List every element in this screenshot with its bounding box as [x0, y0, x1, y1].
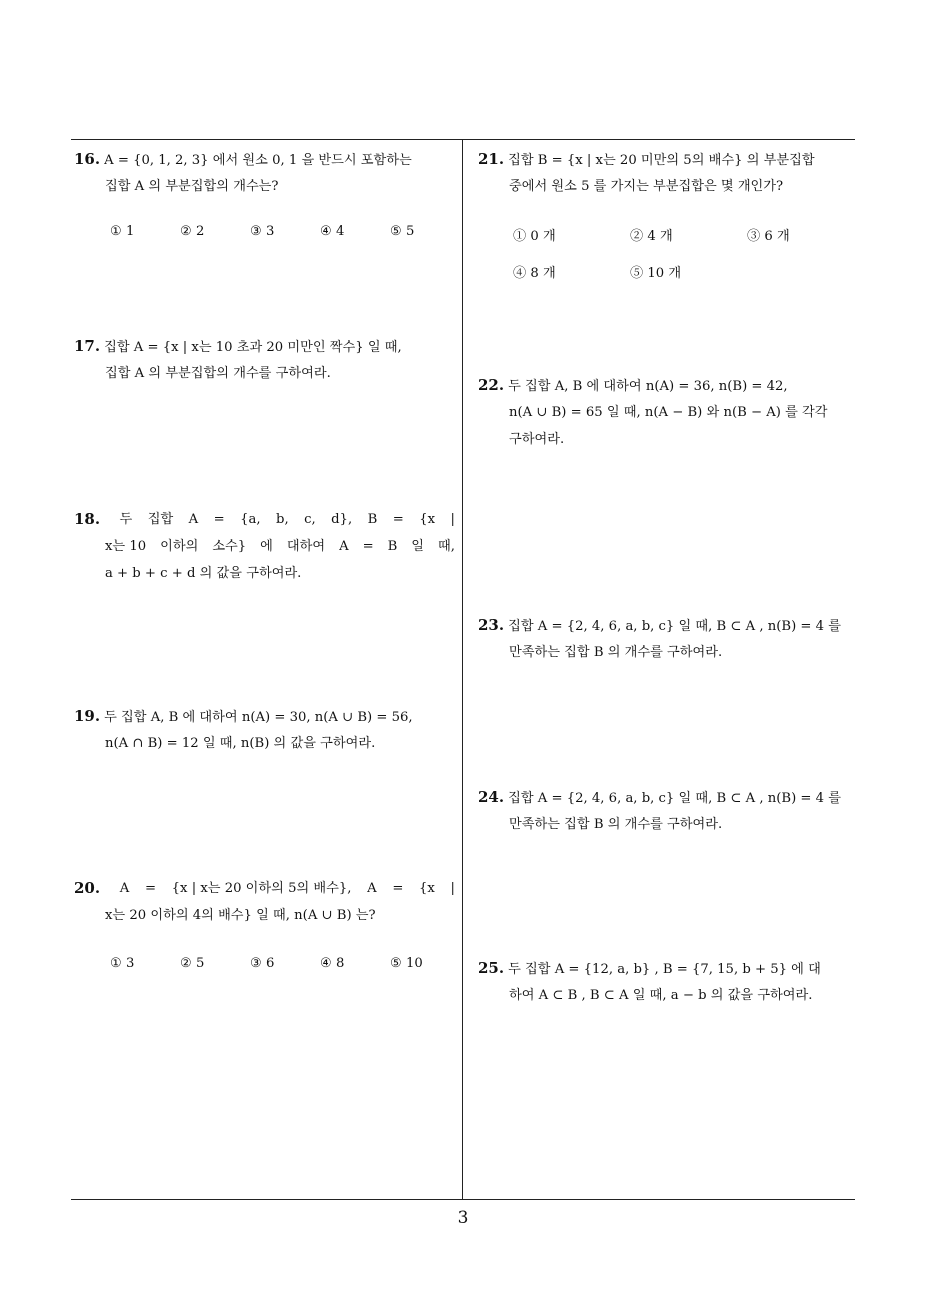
answer-option[interactable]: ② 4 개 [630, 229, 673, 244]
question-text: 집합 A = {2, 4, 6, a, b, c} 일 때, B ⊂ A , n(B) = 4 를 [508, 619, 841, 634]
question-text-part: b, [276, 512, 289, 527]
question-number: 24. [478, 788, 505, 806]
question-text-part: 때, [437, 539, 455, 554]
question-number: 17. [74, 337, 101, 355]
question-text-part: | [450, 881, 455, 896]
answer-options-20 [110, 956, 450, 978]
question-text-part: = [362, 539, 374, 554]
question-text-part: A [188, 512, 199, 527]
question-text-part: 이하의 [160, 539, 199, 554]
answer-option[interactable]: ⑤ 5 [390, 224, 415, 239]
question-text-part: A [339, 539, 349, 554]
bottom-rule [71, 1199, 855, 1200]
question-19 [74, 703, 454, 757]
question-text-part: = [392, 512, 404, 527]
question-text-part: B [367, 512, 378, 527]
question-text-part: B [387, 539, 398, 554]
question-25 [478, 955, 858, 1009]
question-text: 집합 B = {x | x는 20 미만의 5의 배수} 의 부분집합 [508, 153, 815, 168]
answer-option[interactable]: ② 5 [180, 956, 205, 971]
column-divider [462, 139, 463, 1199]
answer-option[interactable]: ② 2 [180, 224, 205, 239]
question-18 [74, 506, 455, 587]
answer-options-21-row1 [513, 225, 853, 247]
answer-option[interactable]: ① 1 [110, 224, 135, 239]
question-text-part: {x [419, 881, 435, 896]
question-text-part: 에 [260, 539, 273, 554]
question-16 [74, 146, 454, 200]
question-text-part: 집합 [147, 512, 174, 527]
answer-option[interactable]: ③ 3 [250, 224, 275, 239]
question-text-part: | [450, 512, 455, 527]
question-text: 중에서 원소 5 를 가지는 부분집합은 몇 개인가? [509, 179, 784, 194]
question-text-part: A [367, 881, 377, 896]
question-text: 집합 A 의 부분집합의 개수를 구하여라. [105, 366, 331, 381]
answer-option[interactable]: ③ 6 [250, 956, 275, 971]
question-number: 20. [74, 879, 101, 897]
question-text-part: = [144, 881, 157, 896]
question-22 [478, 372, 858, 453]
question-text: 하여 A ⊂ B , B ⊂ A 일 때, a − b 의 값을 구하여라. [509, 988, 813, 1003]
question-23 [478, 612, 858, 666]
question-text-part: {x [419, 512, 436, 527]
question-text: 만족하는 집합 B 의 개수를 구하여라. [509, 645, 723, 660]
question-text-part: 소수} [212, 539, 247, 554]
page-number: 3 [457, 1208, 469, 1228]
question-21 [478, 146, 858, 200]
question-number: 19. [74, 707, 101, 725]
question-text: 집합 A 의 부분집합의 개수는? [105, 179, 279, 194]
question-number: 25. [478, 959, 505, 977]
question-text-part: c, [304, 512, 316, 527]
question-text-part: x는 10 [105, 539, 147, 554]
answer-options-16 [110, 224, 450, 246]
question-text: x는 20 이하의 4의 배수} 일 때, n(A ∪ B) 는? [105, 908, 376, 923]
question-number: 23. [478, 616, 505, 634]
question-text-part: = [213, 512, 225, 527]
question-text: 집합 A = {x | x는 10 초과 20 미만인 짝수} 일 때, [104, 340, 402, 355]
question-number: 21. [478, 150, 505, 168]
question-text: 두 집합 A, B 에 대하여 n(A) = 30, n(A ∪ B) = 56, [104, 710, 413, 725]
question-text-part: 일 [411, 539, 425, 554]
answer-option[interactable]: ⑤ 10 [390, 956, 423, 971]
question-text: 두 집합 A = {12, a, b} , B = {7, 15, b + 5} 에 대 [508, 962, 821, 977]
question-20 [74, 875, 455, 929]
question-text: n(A ∩ B) = 12 일 때, n(B) 의 값을 구하여라. [105, 736, 376, 751]
answer-option[interactable]: ④ 4 [320, 224, 345, 239]
question-text-part: 대하여 [286, 539, 326, 554]
question-text: n(A ∪ B) = 65 일 때, n(A − B) 와 n(B − A) 를 각각 [509, 405, 828, 420]
question-text-part: 두 [119, 512, 133, 527]
question-text: 두 집합 A, B 에 대하여 n(A) = 36, n(B) = 42, [508, 379, 788, 394]
question-17 [74, 333, 454, 387]
question-text: 집합 A = {2, 4, 6, a, b, c} 일 때, B ⊂ A , n(B) = 4 를 [508, 791, 841, 806]
question-text: a + b + c + d 의 값을 구하여라. [105, 566, 302, 581]
question-number: 16. [74, 150, 101, 168]
top-rule [71, 139, 855, 140]
answer-option[interactable]: ① 3 [110, 956, 135, 971]
answer-options-21-row2 [513, 262, 853, 284]
answer-option[interactable]: ⑤ 10 개 [630, 266, 682, 281]
answer-option[interactable]: ③ 6 개 [747, 229, 790, 244]
answer-option[interactable]: ④ 8 개 [513, 266, 556, 281]
question-text: 구하여라. [509, 432, 565, 447]
question-text-part: {a, [240, 512, 261, 527]
question-24 [478, 784, 858, 838]
question-text-part: = [392, 881, 404, 896]
question-text-part: d}, [331, 512, 353, 527]
question-text: A = {0, 1, 2, 3} 에서 원소 0, 1 을 반드시 포함하는 [104, 153, 412, 168]
question-text-part: {x | x는 20 이하의 5의 배수}, [171, 881, 352, 896]
question-number: 18. [74, 510, 101, 528]
question-number: 22. [478, 376, 505, 394]
answer-option[interactable]: ① 0 개 [513, 229, 556, 244]
question-text: 만족하는 집합 B 의 개수를 구하여라. [509, 817, 723, 832]
question-text-part: A [119, 881, 130, 896]
answer-option[interactable]: ④ 8 [320, 956, 345, 971]
